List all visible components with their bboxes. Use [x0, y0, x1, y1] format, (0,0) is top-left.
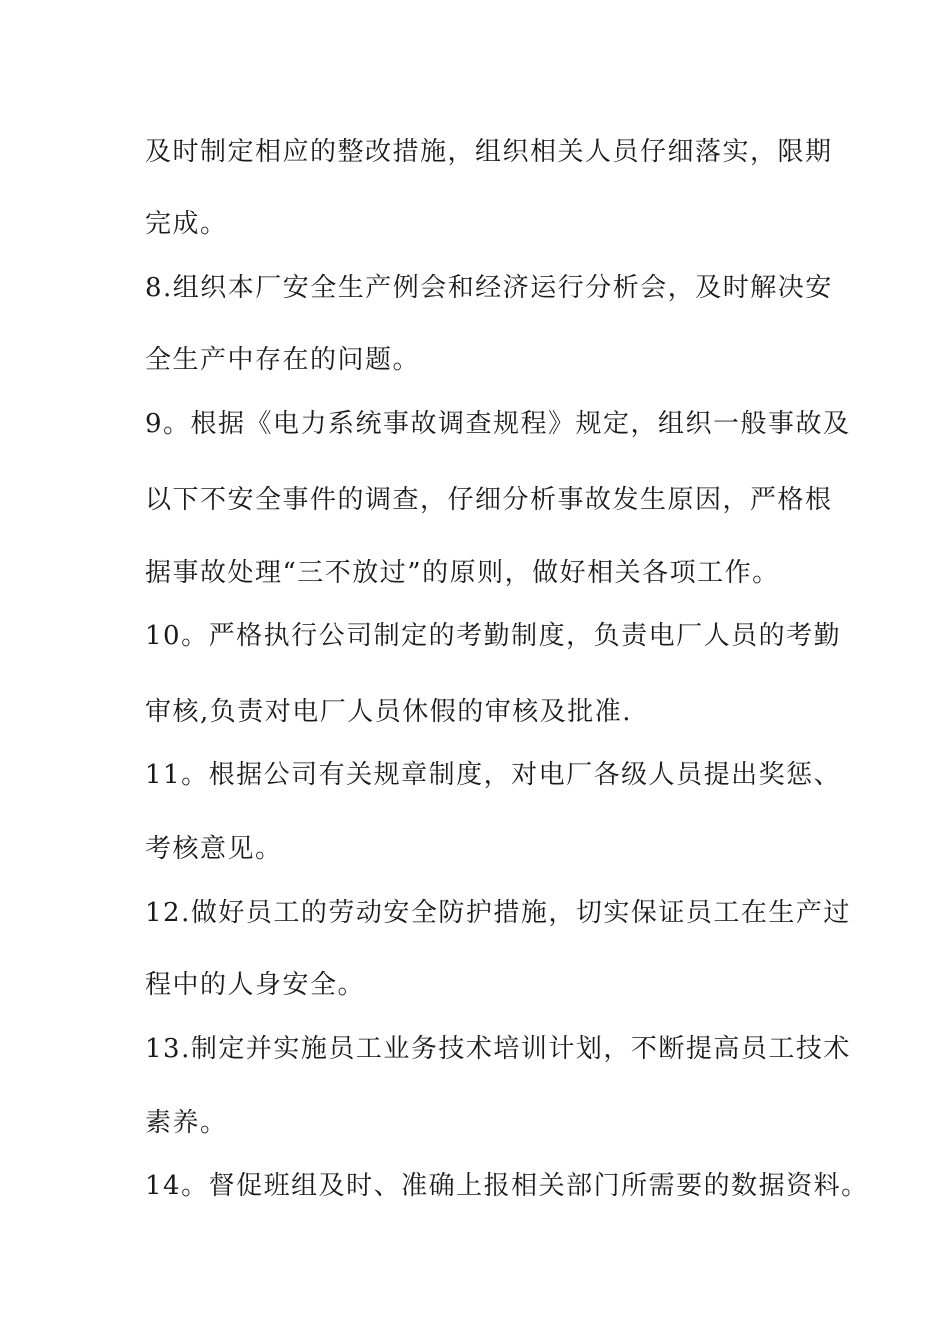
text-line: 据事故处理“三不放过”的原则，做好相关各项工作。 — [145, 558, 780, 588]
text-line: 9。根据《电力系统事故调查规程》规定，组织一般事故及 — [145, 409, 851, 439]
text-line: 审核,负责对电厂人员休假的审核及批准. — [145, 697, 633, 727]
text-line: 12.做好员工的劳动安全防护措施，切实保证员工在生产过 — [145, 898, 851, 928]
text-line: 以下不安全事件的调查，仔细分析事故发生原因，严格根 — [145, 485, 833, 515]
text-line: 及时制定相应的整改措施，组织相关人员仔细落实，限期 — [145, 137, 833, 167]
text-line: 11。根据公司有关规章制度，对电厂各级人员提出奖惩、 — [145, 760, 842, 790]
text-line: 10。严格执行公司制定的考勤制度，负责电厂人员的考勤 — [145, 621, 842, 651]
text-line: 程中的人身安全。 — [145, 970, 366, 1000]
text-line: 14。督促班组及时、准确上报相关部门所需要的数据资料。 — [145, 1171, 869, 1201]
text-line: 13.制定并实施员工业务技术培训计划，不断提高员工技术 — [145, 1034, 851, 1064]
text-line: 考核意见。 — [145, 834, 283, 864]
text-line: 素养。 — [145, 1108, 228, 1138]
text-line: 全生产中存在的问题。 — [145, 345, 421, 375]
text-line: 完成。 — [145, 209, 228, 239]
text-line: 8.组织本厂安全生产例会和经济运行分析会，及时解决安 — [145, 273, 833, 303]
